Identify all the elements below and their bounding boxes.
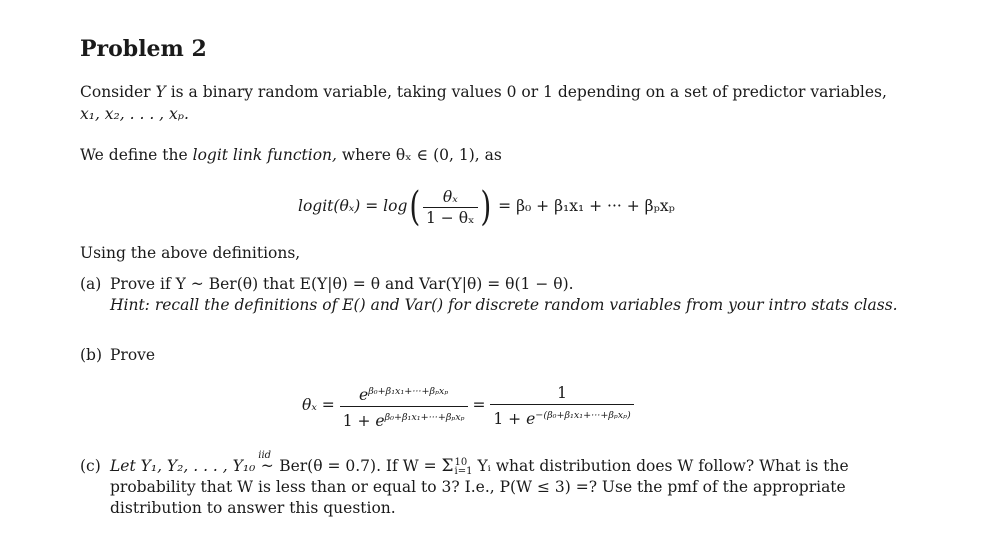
fraction-1-den-pre: 1 +: [342, 411, 376, 430]
definition-after: where θₓ ∈ (0, 1), as: [341, 146, 502, 164]
part-b-text: Prove: [110, 346, 156, 364]
intro-paragraph: [80, 82, 915, 102]
fraction-1-den: $1 + e^{\beta_0+\beta_1x_1+\cdot\cdot\cdot+\beta_px_p}$: [340, 406, 468, 431]
logit-frac-den: 1 − θₓ: [423, 207, 478, 227]
part-c-line2: probability that W is less than or equal to 3? I.e., P(W ≤ 3) =? Use the pmf of the appropriate: [110, 478, 846, 496]
part-a-hint: Hint: recall the definitions of E() and Var() for discrete random variables from your intro stats class.: [110, 296, 898, 314]
fraction-2-den-exp: −(β₀+β₁x₁+···+βₚxₚ): [535, 410, 631, 422]
logit-rhs: = β₀ + β₁x₁ + ··· + βₚxₚ: [498, 197, 675, 215]
logit-equation: [298, 184, 675, 228]
fraction-2-den-pre: 1 +: [493, 409, 527, 428]
tilde-symbol: ~: [260, 457, 274, 475]
part-c-label: (c): [80, 457, 101, 475]
intro-var: Y: [155, 83, 166, 101]
definition-before: We define the: [80, 146, 188, 164]
part-c-line1: [110, 450, 915, 477]
fraction-2-num: 1: [557, 384, 567, 403]
iid-tilde: [258, 450, 274, 476]
definition-line: [80, 145, 502, 165]
theta-lhs: θₓ =: [302, 396, 335, 414]
right-paren: ): [479, 184, 491, 230]
logit-fraction: [423, 188, 478, 227]
part-c-vars: Let Y₁, Y₂, . . . , Y₁₀: [110, 457, 256, 475]
logit-frac-num: θₓ: [442, 187, 458, 206]
fraction-1-num-exp: β₀+β₁x₁+···+βₚxₚ: [368, 385, 449, 397]
fraction-1-den-exp: β₀+β₁x₁+···+βₚxₚ: [384, 411, 465, 423]
sum-bottom: i=1: [454, 466, 473, 477]
fraction-2-den: $1 + e^{-(\beta_0+\beta_1x_1+\cdot\cdot\cdot+\beta_px_p)}$: [490, 404, 633, 429]
logit-lhs: logit(θₓ) = log: [298, 197, 408, 215]
part-a-label: (a): [80, 275, 102, 293]
equals-sign: =: [472, 396, 486, 414]
part-c-line3: distribution to answer this question.: [110, 499, 396, 517]
iid-label: iid: [258, 450, 272, 461]
part-c-dist: Ber(θ = 0.7). If W =: [279, 457, 437, 475]
intro-end: is a binary random variable, taking values 0 or 1 depending on a set of predictor variables,: [170, 83, 887, 101]
part-b-label: (b): [80, 346, 103, 364]
using-line: Using the above definitions,: [80, 244, 301, 262]
part-b-equation: [302, 378, 634, 432]
fraction-1-num: $e^{\beta_0+\beta_1x_1+\cdot\cdot\cdot+\beta_px_p}$: [359, 385, 449, 404]
intro-predictors: x₁, x₂, . . . , xₚ.: [80, 105, 189, 123]
fraction-2: [490, 383, 633, 429]
sum-icon: Σ: [441, 456, 454, 476]
problem-title: Problem 2: [80, 36, 207, 62]
fraction-1: [340, 382, 468, 431]
part-a-text: Prove if Y ~ Ber(θ) that E(Y|θ) = θ and Var(Y|θ) = θ(1 − θ).: [110, 275, 574, 293]
definition-term: logit link function,: [192, 146, 337, 164]
left-paren: (: [409, 184, 421, 230]
sum-top: 10: [454, 457, 468, 468]
part-c-question: Yᵢ what distribution does W follow? What is the: [477, 457, 849, 475]
sum-limits: [455, 458, 473, 476]
intro-start: Consider: [80, 83, 151, 101]
